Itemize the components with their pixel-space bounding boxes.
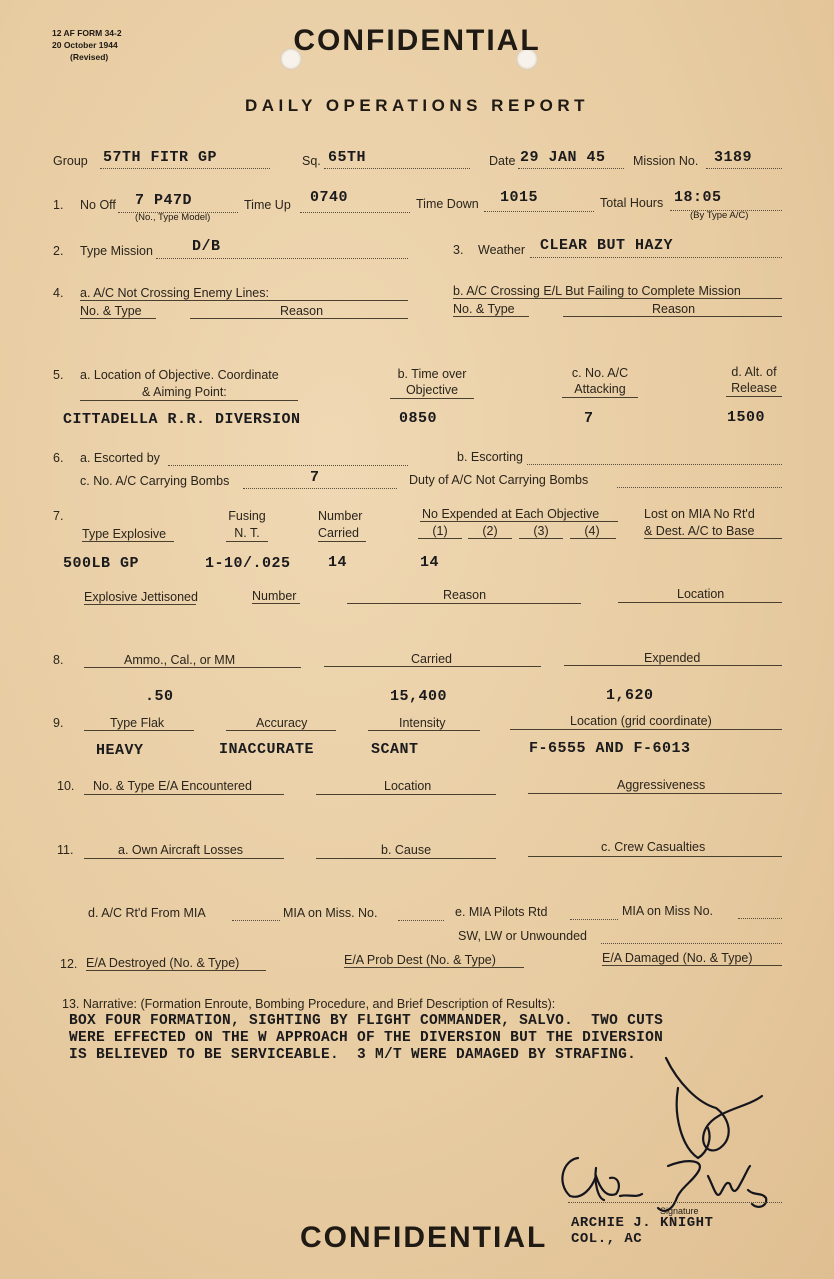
signatory-rank: COL., AC xyxy=(571,1231,643,1247)
ea-aggressiveness-label: Aggressiveness xyxy=(617,778,706,792)
explosive-type-value: 500LB GP xyxy=(63,555,140,572)
date-value: 29 JAN 45 xyxy=(520,149,606,166)
s11-num: 11. xyxy=(57,843,74,857)
ammo-expended-label: Expended xyxy=(644,651,701,665)
lost-label2: & Dest. A/C to Base xyxy=(644,524,755,538)
no-off-value: 7 P47D xyxy=(135,192,193,209)
cause-label: b. Cause xyxy=(381,843,432,857)
s4-num: 4. xyxy=(53,286,64,300)
escorted-by-label: a. Escorted by xyxy=(80,451,160,465)
weather-value: CLEAR BUT HAZY xyxy=(540,237,674,254)
type-explosive-label: Type Explosive xyxy=(82,527,167,541)
own-losses-label: a. Own Aircraft Losses xyxy=(118,843,244,857)
obj-col-1: (1) xyxy=(432,524,448,538)
objective-location-value: CITTADELLA R.R. DIVERSION xyxy=(63,411,301,428)
flak-type-label: Type Flak xyxy=(110,716,165,730)
lost-mia-label xyxy=(644,506,755,540)
handwritten-signature xyxy=(548,1048,788,1218)
type-mission-label: Type Mission xyxy=(80,244,153,258)
flak-accuracy-value: INACCURATE xyxy=(219,741,315,758)
ammo-value: .50 xyxy=(145,688,174,705)
crew-casualties-label: c. Crew Casualties xyxy=(601,840,706,854)
rtd-mia-miss-label: MIA on Miss. No. xyxy=(283,906,378,920)
total-hours-value: 18:05 xyxy=(674,189,722,206)
report-title: DAILY OPERATIONS REPORT xyxy=(244,96,590,115)
form-id-line2: 20 October 1944 xyxy=(52,40,118,50)
aircraft-attacking-value: 7 xyxy=(584,410,594,427)
flak-location-label: Location (grid coordinate) xyxy=(570,714,712,728)
s2-num: 2. xyxy=(53,244,64,258)
s5-a-label2: & Aiming Point: xyxy=(142,385,227,399)
obj-col-4: (4) xyxy=(584,524,600,538)
confidential-top: CONFIDENTIAL xyxy=(293,24,541,57)
group-label: Group xyxy=(53,154,88,168)
obj-col-2: (2) xyxy=(482,524,498,538)
date-label: Date xyxy=(489,154,516,168)
ea-location-label: Location xyxy=(384,779,432,793)
flak-accuracy-label: Accuracy xyxy=(256,716,308,730)
flak-intensity-label: Intensity xyxy=(399,716,446,730)
number-carried-label xyxy=(318,508,362,542)
type-mission-value: D/B xyxy=(192,238,221,255)
obj-col-3: (3) xyxy=(533,524,549,538)
fusing-label xyxy=(222,508,272,542)
group-value: 57TH FITR GP xyxy=(103,149,218,166)
no-off-label: No Off xyxy=(80,198,116,212)
mission-label: Mission No. xyxy=(633,154,699,168)
s7-num: 7. xyxy=(53,509,64,523)
carrying-bombs-value: 7 xyxy=(310,469,320,486)
s5-c-label2: Attacking xyxy=(574,382,626,396)
s5-c-label1: c. No. A/C xyxy=(571,366,629,380)
jett-number-label: Number xyxy=(252,589,297,603)
narrative-line-3: IS BELIEVED TO BE SERVICEABLE. 3 M/T WERE DAMAGED BY STRAFING. xyxy=(69,1047,637,1063)
wounded-status-label: SW, LW or Unwounded xyxy=(458,929,587,943)
time-down-label: Time Down xyxy=(416,197,479,211)
ea-damaged-label: E/A Damaged (No. & Type) xyxy=(602,951,753,965)
s1-num: 1. xyxy=(53,198,64,212)
mission-value: 3189 xyxy=(714,149,753,166)
fusing-label2: N. T. xyxy=(234,526,260,540)
weather-label: Weather xyxy=(478,243,526,257)
narrative-line-2: WERE EFFECTED ON THE W APPROACH OF THE DIVERSION BUT THE DIVERSION xyxy=(69,1030,664,1046)
number-label2: Carried xyxy=(318,526,359,540)
ammo-label: Ammo., Cal., or MM xyxy=(124,653,236,667)
lost-label1: Lost on MIA No Rt'd xyxy=(644,507,755,521)
time-up-label: Time Up xyxy=(244,198,291,212)
confidential-bottom: CONFIDENTIAL xyxy=(300,1221,548,1254)
s4-b-col1: No. & Type xyxy=(453,302,515,316)
narrative-label: 13. Narrative: (Formation Enroute, Bombing Procedure, and Brief Description of Results): xyxy=(62,997,556,1011)
s5-b-label2: Objective xyxy=(405,383,459,397)
ammo-carried-value: 15,400 xyxy=(390,688,448,705)
duty-not-carrying-label: Duty of A/C Not Carrying Bombs xyxy=(409,473,589,487)
mia-pilots-label: e. MIA Pilots Rtd xyxy=(455,905,548,919)
release-altitude-value: 1500 xyxy=(727,409,766,426)
time-up-value: 0740 xyxy=(310,189,349,206)
time-over-objective-value: 0850 xyxy=(399,410,438,427)
flak-location-value: F-6555 AND F-6013 xyxy=(529,740,691,757)
s5-num: 5. xyxy=(53,368,64,382)
no-off-sub: (No., Type Model) xyxy=(135,212,211,223)
narrative-line-1: BOX FOUR FORMATION, SIGHTING BY FLIGHT COMMANDER, SALVO. TWO CUTS xyxy=(69,1013,664,1029)
bombs-expended-value: 14 xyxy=(420,554,440,571)
s4-a-label: a. A/C Not Crossing Enemy Lines: xyxy=(80,286,269,300)
s9-num: 9. xyxy=(53,716,64,730)
s4-b-label: b. A/C Crossing E/L But Failing to Complete Mission xyxy=(453,284,741,298)
s4-a-col1: No. & Type xyxy=(80,304,142,318)
ammo-expended-value: 1,620 xyxy=(606,687,654,704)
sq-label: Sq. xyxy=(302,154,321,168)
s5-c-label xyxy=(562,365,638,397)
jett-location-label: Location xyxy=(677,587,725,601)
time-down-value: 1015 xyxy=(500,189,539,206)
sq-value: 65TH xyxy=(328,149,367,166)
s5-d-label1: d. Alt. of xyxy=(731,365,777,379)
s4-a-col2: Reason xyxy=(280,304,324,318)
escorting-label: b. Escorting xyxy=(457,450,524,464)
carrying-bombs-label: c. No. A/C Carrying Bombs xyxy=(80,474,230,488)
s6-num: 6. xyxy=(53,451,64,465)
expended-at-objective-label: No Expended at Each Objective xyxy=(422,507,600,521)
mia-pilots-miss-label: MIA on Miss No. xyxy=(622,904,713,918)
s5-b-label1: b. Time over xyxy=(397,367,467,381)
s5-b-label xyxy=(390,366,474,398)
signatory-name: ARCHIE J. KNIGHT xyxy=(571,1215,714,1231)
jett-reason-label: Reason xyxy=(443,588,487,602)
form-id-line1: 12 AF FORM 34-2 xyxy=(52,28,122,38)
bombs-carried-value: 14 xyxy=(328,554,348,571)
rtd-from-mia-label: d. A/C Rt'd From MIA xyxy=(88,906,206,920)
fusing-value: 1-10/.025 xyxy=(205,555,291,572)
jettisoned-label: Explosive Jettisoned xyxy=(84,590,198,604)
ammo-carried-label: Carried xyxy=(411,652,452,666)
s5-d-label2: Release xyxy=(731,381,777,395)
ea-encountered-label: No. & Type E/A Encountered xyxy=(93,779,252,793)
flak-type-value: HEAVY xyxy=(96,742,144,759)
s4-b-col2: Reason xyxy=(652,302,696,316)
total-hours-label: Total Hours xyxy=(600,196,664,210)
s8-num: 8. xyxy=(53,653,64,667)
number-label1: Number xyxy=(318,509,363,523)
s5-a-label1: a. Location of Objective. Coordinate xyxy=(80,368,279,382)
signature-label: Signature xyxy=(660,1206,699,1216)
form-id-line3: (Revised) xyxy=(70,52,109,62)
s5-d-label xyxy=(726,364,782,396)
flak-intensity-value: SCANT xyxy=(371,741,419,758)
fusing-label1: Fusing xyxy=(228,509,266,523)
ea-prob-dest-label: E/A Prob Dest (No. & Type) xyxy=(344,953,496,967)
s10-num: 10. xyxy=(57,779,75,793)
s3-num: 3. xyxy=(453,243,464,257)
s12-num: 12. xyxy=(60,957,78,971)
ea-destroyed-label: E/A Destroyed (No. & Type) xyxy=(86,956,240,970)
total-hours-sub: (By Type A/C) xyxy=(690,210,749,221)
